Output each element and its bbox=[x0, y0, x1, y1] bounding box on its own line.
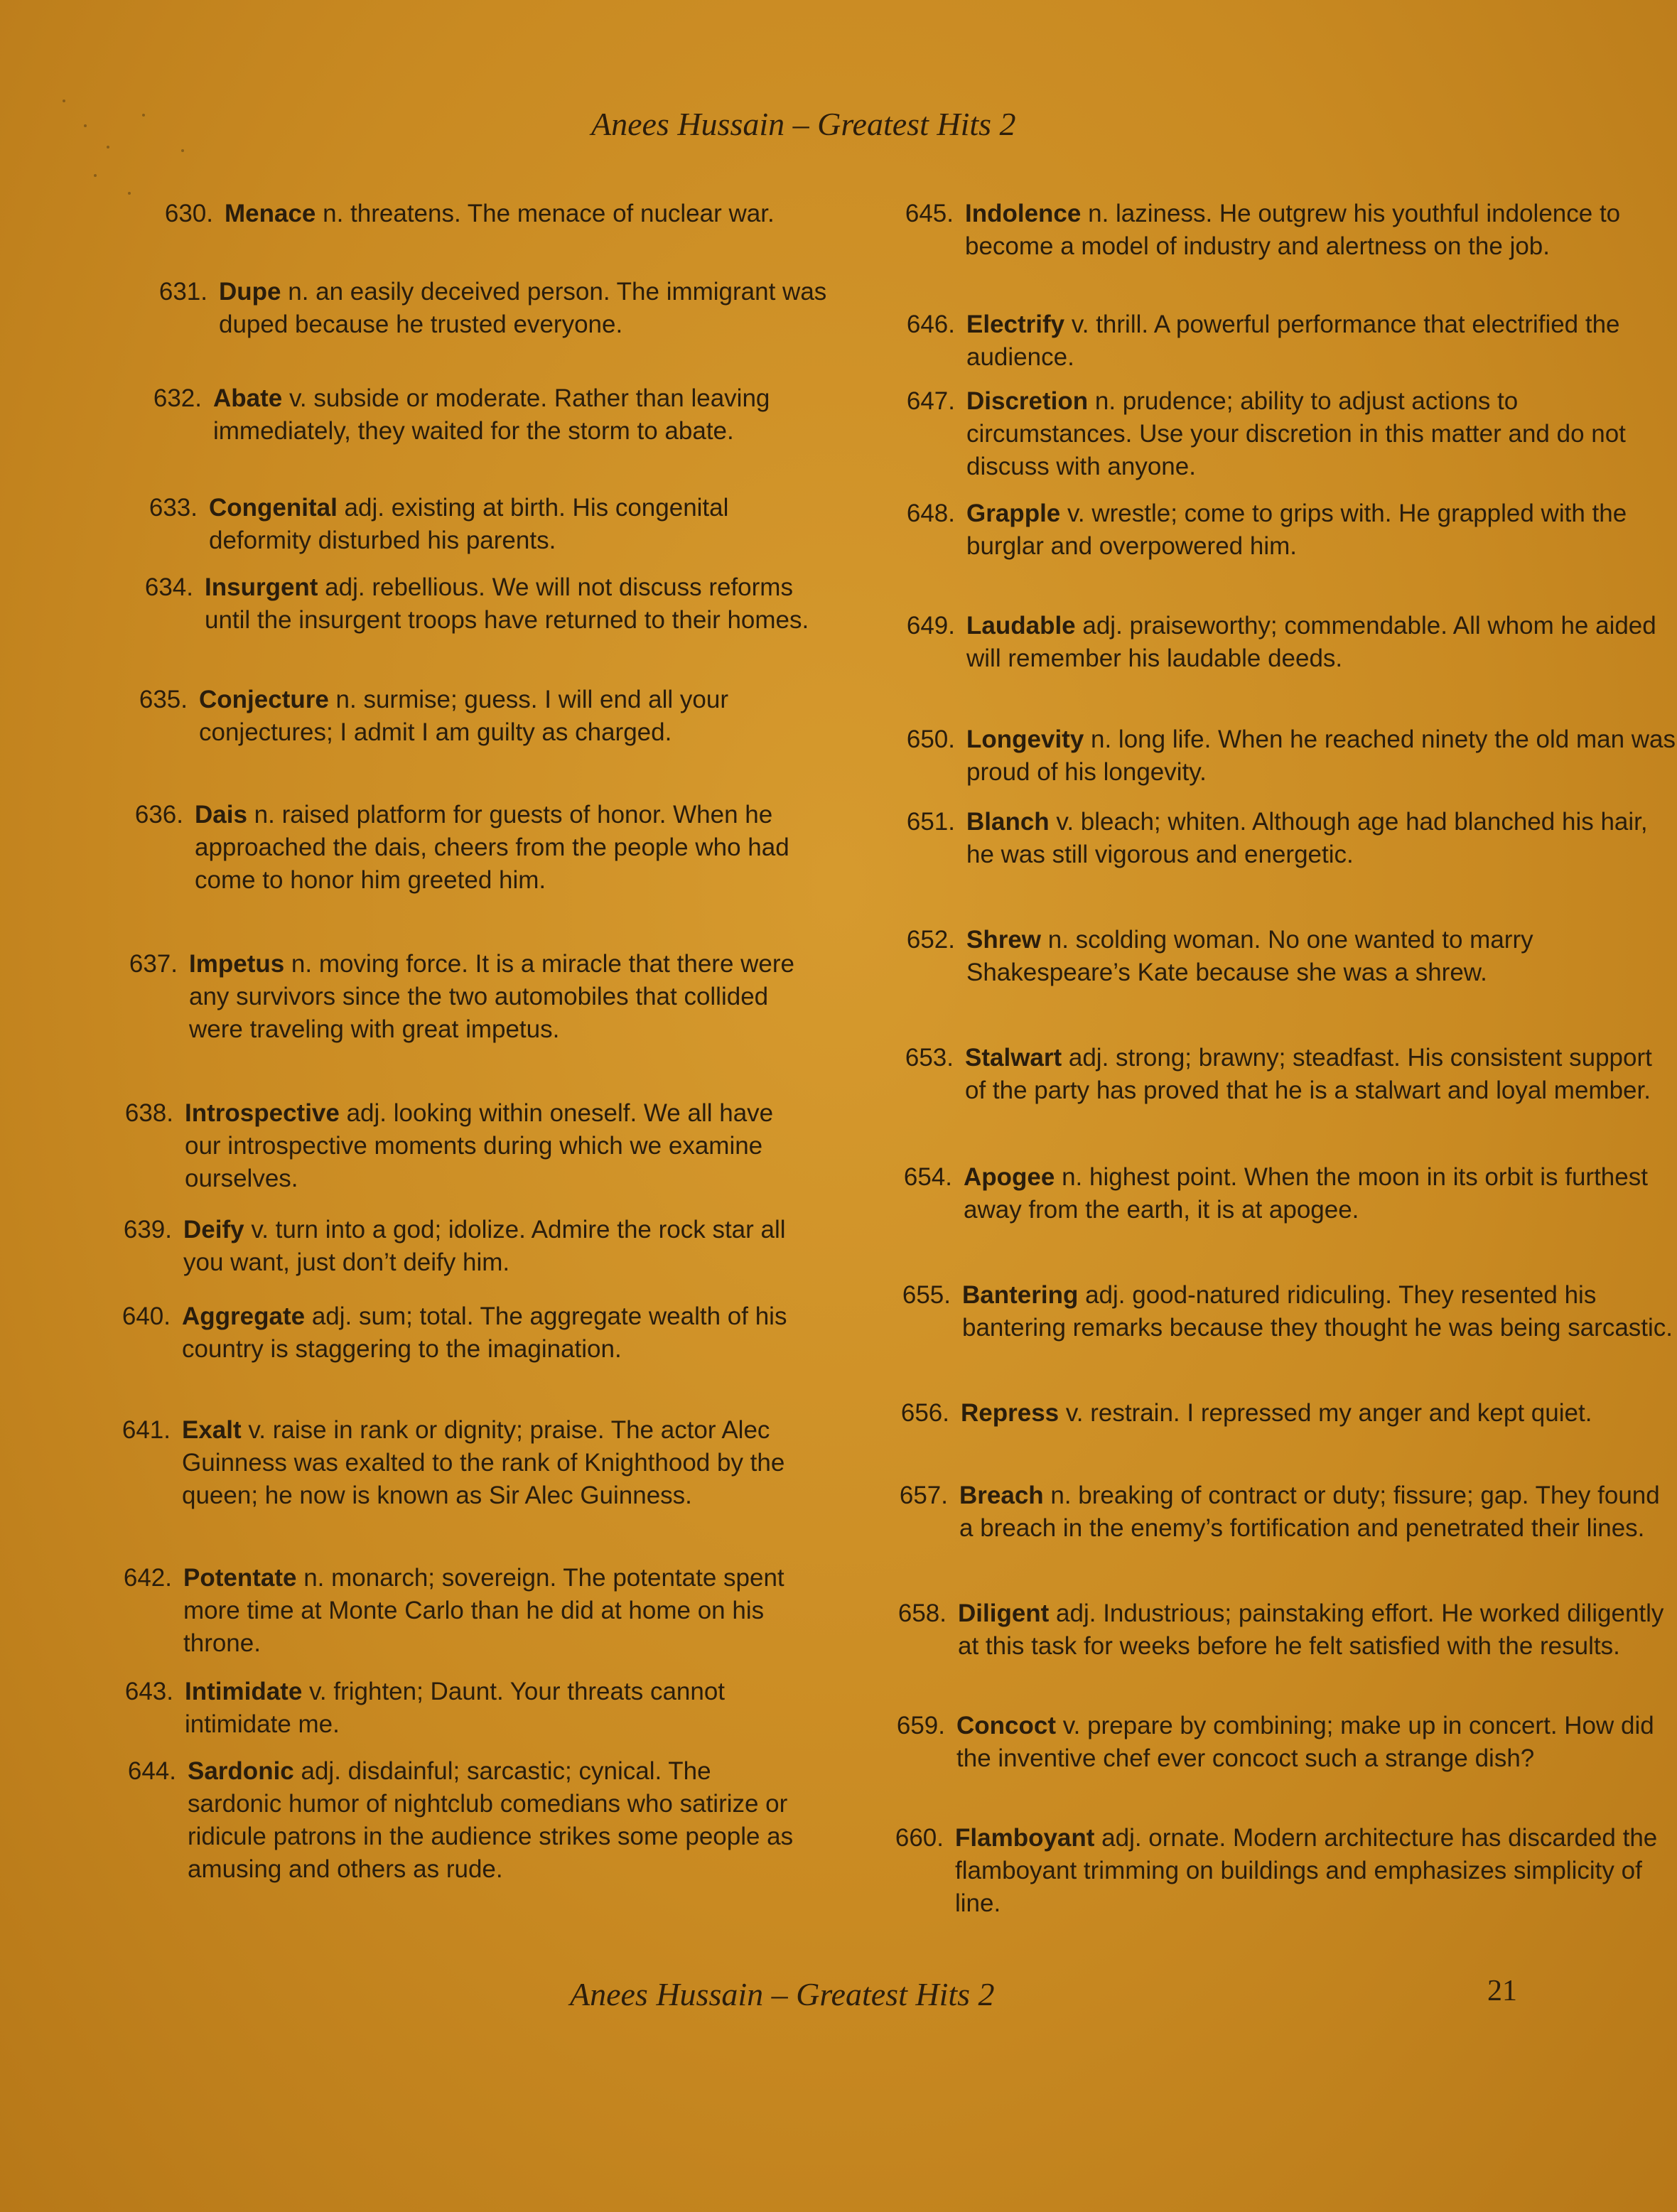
vocab-entry-645 bbox=[905, 198, 1676, 263]
vocab-entry-649 bbox=[906, 610, 1677, 675]
vocab-entry-633 bbox=[149, 492, 820, 557]
page-number: 21 bbox=[1487, 1975, 1517, 2007]
entry-number: 643. bbox=[124, 1678, 173, 1705]
entry-term: Breach bbox=[959, 1482, 1044, 1509]
entry-definition: v. thrill. A powerful performance that electrified the audience. bbox=[966, 311, 1620, 371]
entry-term: Concoct bbox=[956, 1712, 1056, 1739]
page-header: Anees Hussain – Greatest Hits 2 bbox=[591, 106, 1016, 142]
vocab-entry-643 bbox=[124, 1676, 796, 1741]
entry-number: 653. bbox=[905, 1044, 954, 1072]
vocab-entry-632 bbox=[153, 382, 824, 448]
entry-definition: adj. existing at birth. His congenital deformity disturbed his parents. bbox=[209, 494, 729, 554]
entry-term: Bantering bbox=[962, 1281, 1079, 1309]
vocab-entry-659 bbox=[896, 1710, 1667, 1775]
vocab-entry-642 bbox=[123, 1562, 794, 1660]
entry-number: 652. bbox=[906, 926, 955, 954]
vocab-entry-654 bbox=[903, 1161, 1674, 1226]
entry-term: Apogee bbox=[964, 1163, 1055, 1191]
vocab-entry-640 bbox=[122, 1300, 793, 1366]
entry-term: Stalwart bbox=[965, 1044, 1062, 1072]
vocab-entry-630 bbox=[164, 198, 836, 230]
entry-number: 659. bbox=[896, 1712, 945, 1739]
entry-definition: v. frighten; Daunt. Your threats cannot intimidate me. bbox=[185, 1678, 726, 1738]
entry-term: Flamboyant bbox=[955, 1824, 1095, 1852]
entry-term: Dais bbox=[195, 801, 247, 829]
entry-term: Repress bbox=[961, 1399, 1059, 1427]
entry-term: Dupe bbox=[219, 278, 281, 306]
entry-number: 655. bbox=[902, 1281, 951, 1309]
entry-number: 660. bbox=[895, 1824, 944, 1852]
entry-term: Deify bbox=[183, 1216, 244, 1243]
entry-number: 646. bbox=[906, 311, 955, 338]
vocab-entry-648 bbox=[906, 497, 1677, 563]
entry-definition: adj. good-natured ridiculing. They resented his bantering remarks because they thought he was being sarcastic. bbox=[962, 1281, 1673, 1342]
entry-definition: n. prudence; ability to adjust actions to circumstances. Use your discretion in this matter and do not discuss with anyone. bbox=[966, 387, 1626, 480]
entry-definition: n. raised platform for guests of honor. When he approached the dais, cheers from the people who had come to honor him greeted him. bbox=[195, 801, 789, 894]
entry-definition: adj. rebellious. We will not discuss reforms until the insurgent troops have returned to their homes. bbox=[205, 573, 809, 634]
entry-term: Laudable bbox=[966, 612, 1076, 640]
entry-term: Longevity bbox=[966, 725, 1084, 753]
entry-definition: v. wrestle; come to grips with. He grappled with the burglar and overpowered him. bbox=[966, 500, 1627, 560]
entry-number: 640. bbox=[122, 1302, 171, 1330]
entry-number: 645. bbox=[905, 200, 954, 227]
entry-number: 657. bbox=[899, 1482, 948, 1509]
vocab-entry-655 bbox=[902, 1279, 1673, 1344]
entry-definition: n. scolding woman. No one wanted to marry Shakespeare’s Kate because she was a shrew. bbox=[966, 926, 1533, 986]
entry-number: 632. bbox=[153, 384, 202, 412]
vocab-entry-636 bbox=[134, 799, 806, 897]
entry-definition: v. turn into a god; idolize. Admire the rock star all you want, just don’t deify him. bbox=[183, 1216, 786, 1276]
vocab-entry-651 bbox=[906, 806, 1677, 871]
entry-definition: v. restrain. I repressed my anger and kept quiet. bbox=[1059, 1399, 1592, 1427]
entry-definition: n. highest point. When the moon in its orbit is furthest away from the earth, it is at apogee. bbox=[964, 1163, 1648, 1224]
paper-speck bbox=[107, 146, 109, 149]
entry-definition: n. moving force. It is a miracle that there were any survivors since the two automobiles that collided were traveling with great impetus. bbox=[189, 950, 794, 1043]
entry-term: Grapple bbox=[966, 500, 1061, 527]
vocab-entry-644 bbox=[127, 1755, 799, 1886]
vocab-entry-631 bbox=[158, 276, 830, 341]
entry-definition: n. threatens. The menace of nuclear war. bbox=[316, 200, 775, 227]
entry-term: Insurgent bbox=[205, 573, 318, 601]
paper-speck bbox=[128, 192, 131, 195]
entry-term: Shrew bbox=[966, 926, 1042, 954]
entry-term: Potentate bbox=[183, 1564, 297, 1592]
vocab-entry-639 bbox=[123, 1214, 794, 1279]
entry-definition: n. breaking of contract or duty; fissure; gap. They found a breach in the enemy’s fortification and penetrated their lines. bbox=[959, 1482, 1660, 1542]
entry-term: Intimidate bbox=[185, 1678, 303, 1705]
entry-number: 634. bbox=[144, 573, 193, 601]
page-footer: Anees Hussain – Greatest Hits 2 bbox=[570, 1976, 995, 2012]
entry-number: 649. bbox=[906, 612, 955, 640]
entry-definition: adj. looking within oneself. We all have our introspective moments during which we examine ourselves. bbox=[185, 1099, 774, 1192]
vocab-entry-653 bbox=[905, 1042, 1676, 1107]
entry-number: 658. bbox=[897, 1599, 947, 1627]
entry-number: 650. bbox=[906, 725, 955, 753]
entry-definition: v. prepare by combining; make up in concert. How did the inventive chef ever concoct such a strange dish? bbox=[956, 1712, 1654, 1772]
entry-number: 633. bbox=[149, 494, 198, 522]
entry-number: 636. bbox=[134, 801, 183, 829]
vocab-entry-650 bbox=[906, 723, 1677, 789]
entry-definition: n. surmise; guess. I will end all your conjectures; I admit I am guilty as charged. bbox=[199, 686, 728, 746]
vocab-entry-637 bbox=[129, 948, 800, 1046]
entry-term: Blanch bbox=[966, 808, 1050, 836]
vocab-entry-657 bbox=[899, 1479, 1670, 1545]
entry-term: Menace bbox=[225, 200, 316, 227]
entry-number: 647. bbox=[906, 387, 955, 415]
entry-number: 642. bbox=[123, 1564, 172, 1592]
entry-number: 639. bbox=[123, 1216, 172, 1243]
paper-speck bbox=[142, 114, 145, 117]
vocab-entry-638 bbox=[124, 1097, 796, 1195]
paper-speck bbox=[94, 174, 97, 177]
vocab-entry-647 bbox=[906, 385, 1677, 483]
entry-definition: n. laziness. He outgrew his youthful indolence to become a model of industry and alertness on the job. bbox=[965, 200, 1621, 260]
entry-number: 631. bbox=[158, 278, 207, 306]
entry-number: 637. bbox=[129, 950, 178, 978]
entry-number: 635. bbox=[139, 686, 188, 713]
entry-term: Sardonic bbox=[188, 1757, 294, 1785]
entry-definition: v. raise in rank or dignity; praise. The actor Alec Guinness was exalted to the rank of Knighthood by the queen; he now is known as Sir Alec Guinness. bbox=[182, 1416, 785, 1509]
paper-speck bbox=[84, 124, 87, 127]
entry-number: 656. bbox=[900, 1399, 949, 1427]
entry-term: Indolence bbox=[965, 200, 1082, 227]
entry-definition: adj. disdainful; sarcastic; cynical. The sardonic humor of nightclub comedians who satirize or ridicule patrons in the audience strikes some people as amusing and others as rude. bbox=[188, 1757, 794, 1883]
entry-term: Abate bbox=[213, 384, 283, 412]
vocab-entry-658 bbox=[897, 1597, 1668, 1663]
entry-number: 644. bbox=[127, 1757, 176, 1785]
vocab-entry-652 bbox=[906, 924, 1677, 989]
entry-term: Diligent bbox=[958, 1599, 1050, 1627]
entry-definition: adj. sum; total. The aggregate wealth of his country is staggering to the imagination. bbox=[182, 1302, 787, 1363]
vocab-entry-634 bbox=[144, 571, 816, 637]
entry-number: 648. bbox=[906, 500, 955, 527]
entry-definition: v. subside or moderate. Rather than leaving immediately, they waited for the storm to abate. bbox=[213, 384, 770, 445]
entry-term: Conjecture bbox=[199, 686, 329, 713]
entry-number: 630. bbox=[164, 200, 213, 227]
entry-definition: n. an easily deceived person. The immigrant was duped because he trusted everyone. bbox=[219, 278, 827, 338]
entry-definition: adj. ornate. Modern architecture has discarded the flamboyant trimming on buildings and emphasizes simplicity of line. bbox=[955, 1824, 1658, 1917]
vocab-entry-641 bbox=[122, 1414, 793, 1512]
entry-definition: adj. Industrious; painstaking effort. He worked diligently at this task for weeks before he felt satisfied with the results. bbox=[958, 1599, 1664, 1660]
entry-term: Congenital bbox=[209, 494, 338, 522]
entry-number: 654. bbox=[903, 1163, 952, 1191]
entry-number: 641. bbox=[122, 1416, 171, 1444]
entry-term: Discretion bbox=[966, 387, 1089, 415]
vocab-entry-660 bbox=[895, 1822, 1666, 1920]
paper-speck bbox=[181, 149, 184, 152]
entry-term: Electrify bbox=[966, 311, 1065, 338]
vocab-entry-635 bbox=[139, 684, 810, 749]
entry-definition: v. bleach; whiten. Although age had blanched his hair, he was still vigorous and energetic. bbox=[966, 808, 1648, 868]
entry-definition: n. monarch; sovereign. The potentate spent more time at Monte Carlo than he did at home on his throne. bbox=[183, 1564, 784, 1657]
entry-number: 638. bbox=[124, 1099, 173, 1127]
entry-term: Impetus bbox=[189, 950, 285, 978]
entry-number: 651. bbox=[906, 808, 955, 836]
entry-definition: n. long life. When he reached ninety the old man was proud of his longevity. bbox=[966, 725, 1676, 786]
vocab-entry-646 bbox=[906, 308, 1677, 374]
entry-term: Introspective bbox=[185, 1099, 340, 1127]
entry-definition: adj. strong; brawny; steadfast. His consistent support of the party has proved that he is a stalwart and loyal member. bbox=[965, 1044, 1652, 1104]
entry-term: Aggregate bbox=[182, 1302, 306, 1330]
entry-definition: adj. praiseworthy; commendable. All whom he aided will remember his laudable deeds. bbox=[966, 612, 1656, 672]
entry-term: Exalt bbox=[182, 1416, 242, 1444]
vocab-entry-656 bbox=[900, 1397, 1671, 1430]
paper-speck bbox=[63, 99, 65, 102]
